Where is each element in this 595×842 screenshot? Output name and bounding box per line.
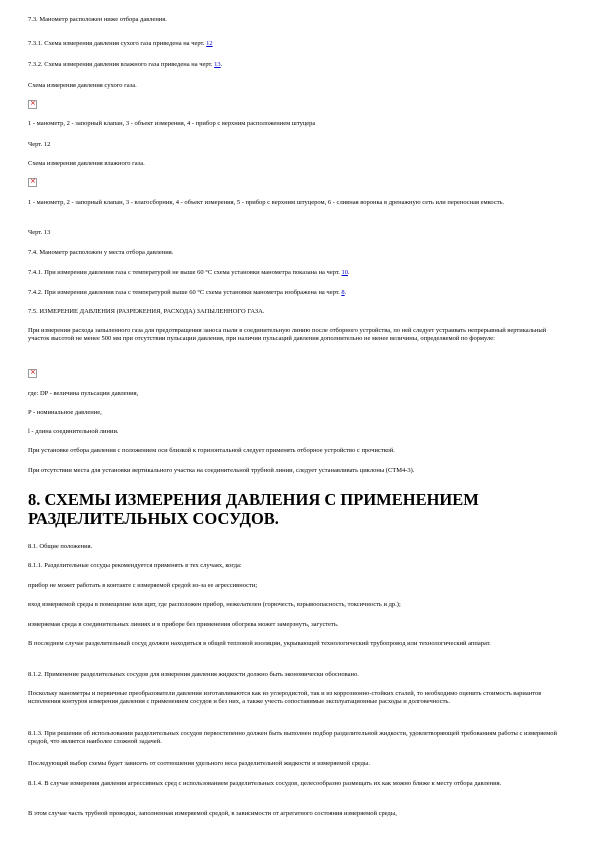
fig-13-label: Черт. 13 [28,229,51,236]
broken-image-icon [28,100,37,109]
section-8-heading: 8. СХЕМЫ ИЗМЕРЕНИЯ ДАВЛЕНИЯ С ПРИМЕНЕНИЕМ РАЗДЕЛИТЕЛЬНЫХ СОСУДОВ. [28,490,479,528]
pipe-section-paragraph: В этом случае часть трубной проводки, заполненная измеряемой средой, в зависимости от агрегатного состояния измеряемой среды, [28,810,397,817]
list-item-aggressive: прибор не может работать в контакте с измеряемой средой из-за ее агрессивности; [28,582,258,589]
broken-image-icon [28,178,37,187]
insulation-note: В последнем случае разделительный сосуд должен находиться в общей тепловой изоляции, укрывающей технологический трубопровод или технологический аппарат. [28,640,491,647]
section-text: 7.3.2. Схема измерения давления влажного газа приведена на черт. [28,61,215,68]
broken-image-icon [28,369,37,378]
cyclone-note: При отсутствии места для установки вертикального участка на соединительной трубной линии, следует устанавливать циклоны (СТМ4-3). [28,467,415,474]
period: . [344,289,347,296]
section-8-1-4: 8.1.4. В случае измерения давления агрессивных сред с использованием разделительных сосудов, целесообразно размещать их как можно ближе к месту отбора давления. [28,780,502,787]
section-8-1: 8.1. Общие положения. [28,543,93,550]
section-text: 7.4.2. При измерении давления газа с температурой выше 60 °С схема установки манометра изображена на черт. [28,289,342,296]
section-7-3: 7.3. Манометр расположен ниже отбора давления. [28,16,167,23]
section-7-5: 7.5. ИЗМЕРЕНИЕ ДАВЛЕНИЯ (РАЗРЕЖЕНИЯ, РАСХОДА) ЗАПЫЛЕННОГО ГАЗА. [28,308,265,315]
section-7-4: 7.4. Манометр расположен у места отбора давления. [28,249,174,256]
legend-fig-12: 1 - манометр, 2 - запорный клапан, 3 - объект измерения, 4 - прибор с верхним расположением штуцера [28,120,316,127]
horizontal-axis-note: При установке отбора давления с положением оси близкой к горизонтальной следует применять отборное устройство с прочисткой. [28,447,395,454]
period: . [347,269,350,276]
fig-12-label: Черт. 12 [28,141,51,148]
legend-fig-13: 1 - манометр, 2 - запорный клапан, 3 - влагосборник, 4 - объект измерения, 5 - прибор с верхним штуцером, 6 - сливная воронка в дренажную сеть или переносная емкость. [28,199,505,206]
dry-gas-caption: Схема измерения давления сухого газа. [28,82,137,89]
period: . [220,61,223,68]
list-item-hazardous: вход измеряемой среды в помещение или щит, где расположен прибор, нежелателен (горючесть, взрывоопасность, токсичность и др.); [28,601,401,608]
section-8-1-2: 8.1.2. Применение разделительных сосудов для измерения давления жидкости должно быть экономически обосновано. [28,671,359,678]
link-fig-12[interactable]: 12 [206,40,213,47]
dusty-gas-paragraph: При измерении расхода запыленного газа для предотвращения заноса пыли в соединительную линию после отборного устройства, по ней следует устраивать непрерывный вертикальный участок высотой не менее 500 мм при отсутствии пульсации давления, при наличии пульсаций давления дополнительно не менее величины, определяемой по формуле: [28,327,547,343]
formula-where-dp: где: DP - величина пульсации давления, [28,390,139,397]
section-8-1-3: 8.1.3. При решении об использовании разделительных сосудов первостепенно должен быть выполнен подбор разделительной жидкости, удовлетворяющей требованиям работы с измеряемой средой, что является наиболее сложной задачей. [28,730,557,746]
list-item-freezing: измеряемая среда в соединительных линиях и в приборе без применения обогрева может замерзнуть, загустеть. [28,621,339,628]
formula-where-p: P - номинальное давление, [28,409,102,416]
section-7-3-2 [28,61,567,69]
link-fig-13[interactable]: 13 [214,61,221,68]
section-7-3-1 [28,40,567,48]
section-8-1-1: 8.1.1. Разделительные сосуды рекомендуется применять в тех случаях, когда: [28,562,242,569]
section-text: 7.3.1. Схема измерения давления сухого газа приведена на черт. [28,40,207,47]
wet-gas-caption: Схема измерения давления влажного газа. [28,160,145,167]
link-fig-10[interactable]: 10 [341,269,348,276]
section-text: 7.4.1. При измерении давления газа с температурой не выше 60 °С схема установки манометра показана на черт. [28,269,342,276]
link-fig-8[interactable]: 8 [341,289,345,296]
cost-comparison-paragraph: Поскольку манометры и первичные преобразователи давления изготавливаются как из углеродистой, так и из коррозионно-стойких сталей, то необходимо оценить стоимость вариантов исполнения контуров измерения давления с применением сосудов и без них, а также учесть сопоставимые эксплуатационные расходы и долговечность. [28,690,542,706]
section-7-4-2 [28,289,567,297]
formula-where-l: l - длина соединительной линии. [28,428,119,435]
scheme-choice-paragraph: Последующий выбор схемы будет зависеть от соотношения удельного веса разделительной жидкости и измеряемой среды. [28,760,370,767]
section-7-4-1 [28,269,567,277]
